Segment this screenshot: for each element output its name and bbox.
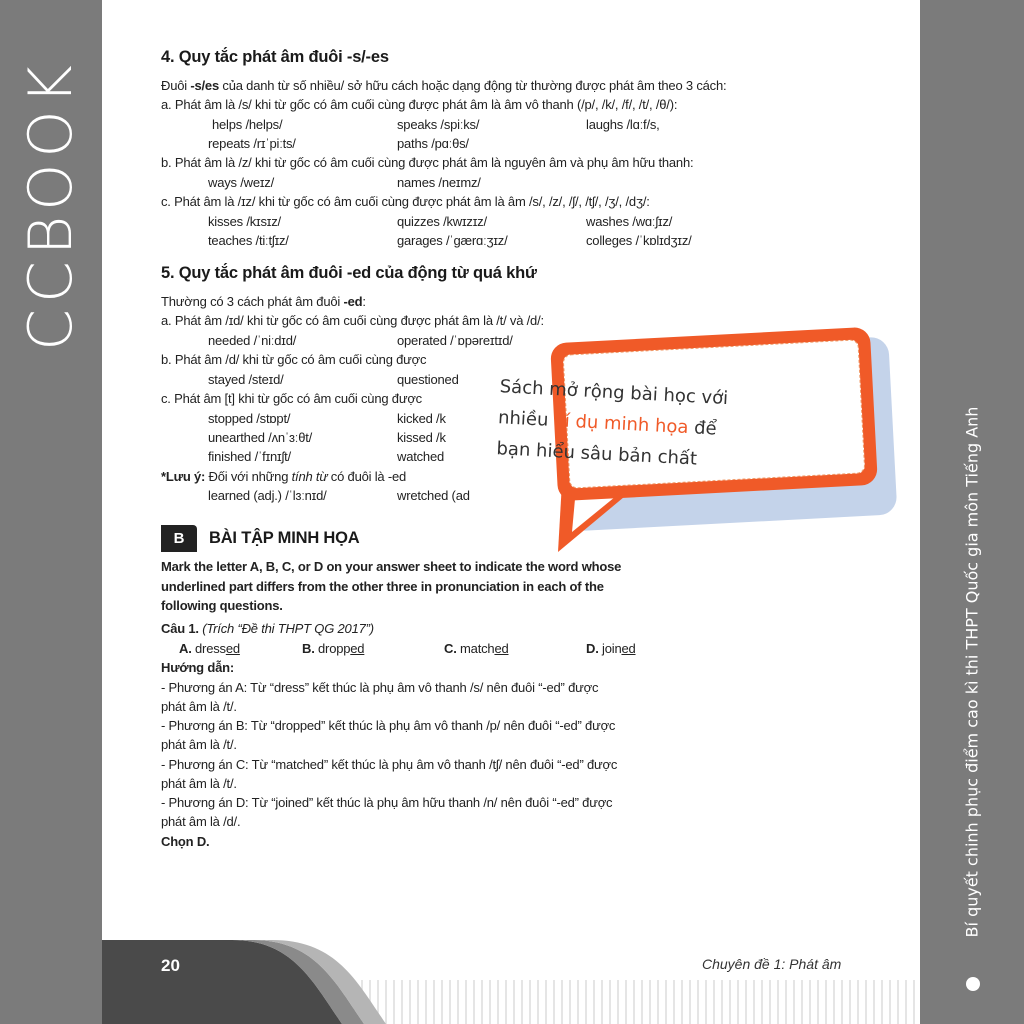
sec4-rule-a: a. Phát âm là /s/ khi từ gốc có âm cuối cùng được phát âm là âm vô thanh (/p/, /k/, /f/, /t/, /θ/):	[161, 97, 678, 112]
bullet-dot-icon	[966, 977, 980, 991]
guide-line: - Phương án B: Từ “dropped” kết thúc là phụ âm vô thanh /p/ nên đuôi “-ed” được	[161, 718, 616, 733]
example-word: repeats /rɪˈpiːts/	[208, 136, 296, 151]
sec5-rule-a: a. Phát âm /ɪd/ khi từ gốc có âm cuối cùng được phát âm là /t/ và /d/:	[161, 313, 544, 328]
sec5-rule-c: c. Phát âm [t] khi từ gốc có âm cuối cùng được	[161, 391, 422, 406]
guide-line: phát âm là /t/.	[161, 699, 237, 714]
example-word: needed /ˈniːdɪd/	[208, 333, 297, 348]
example-word: unearthed /ʌnˈɜːθt/	[208, 430, 313, 445]
sec5-note: *Lưu ý: Đối với những tính từ có đuôi là -ed	[161, 469, 407, 484]
example-word: stayed /steɪd/	[208, 372, 284, 387]
instruction-line: following questions.	[161, 598, 283, 613]
example-word: paths /pɑːθs/	[397, 136, 469, 151]
option-d: D. joined	[586, 641, 636, 656]
section-5-title: 5. Quy tắc phát âm đuôi -ed của động từ quá khứ	[161, 264, 537, 282]
section-b-badge: B	[161, 525, 197, 552]
example-word: quizzes /kwɪzɪz/	[397, 214, 487, 229]
example-word: watched	[397, 449, 445, 464]
example-word: finished /ˈfɪnɪʃt/	[208, 449, 291, 464]
sec5-intro: Thường có 3 cách phát âm đuôi -ed:	[161, 294, 366, 309]
guide-line: phát âm là /d/.	[161, 814, 241, 829]
example-word: wretched (ad	[397, 488, 470, 503]
option-b: B. dropped	[302, 641, 365, 656]
chapter-title: Chuyên đề 1: Phát âm	[702, 956, 842, 972]
example-word: speaks /spiːks/	[397, 117, 480, 132]
example-word: kicked /k	[397, 411, 446, 426]
section-b-title: BÀI TẬP MINH HỌA	[209, 529, 360, 547]
sec5-rule-b: b. Phát âm /d/ khi từ gốc có âm cuối cùng được	[161, 352, 427, 367]
footer-band	[102, 940, 920, 1024]
sec4-rule-b: b. Phát âm là /z/ khi từ gốc có âm cuối cùng được phát âm là nguyên âm và phụ âm hữu thanh:	[161, 155, 694, 170]
example-word: kissed /k	[397, 430, 446, 445]
instruction-line: Mark the letter A, B, C, or D on your answer sheet to indicate the word whose	[161, 559, 622, 574]
example-word: garages /ˈgærɑːʒɪz/	[397, 233, 508, 248]
brand-logo: CCBOOK	[16, 59, 86, 351]
callout-text: Sách mở rộng bài học với nhiều ví dụ minh họa để bạn hiểu sâu bản chất	[496, 376, 729, 470]
example-word: laughs /lɑːf/s,	[586, 117, 660, 132]
guide-line: - Phương án D: Từ “joined” kết thúc là phụ âm hữu thanh /n/ nên đuôi “-ed” được	[161, 795, 613, 810]
guide-line: phát âm là /t/.	[161, 737, 237, 752]
sec4-rule-c: c. Phát âm là /ɪz/ khi từ gốc có âm cuối cùng được phát âm là âm /s/, /z/, /ʃ/, /tʃ/, /ʒ/, /dʒ/:	[161, 194, 650, 209]
example-word: learned (adj.) /ˈlɜːnɪd/	[208, 488, 327, 503]
example-word: names /neɪmz/	[397, 175, 481, 190]
example-word: ways /weɪz/	[208, 175, 274, 190]
guide-line: - Phương án A: Từ “dress” kết thúc là phụ âm vô thanh /s/ nên đuôi “-ed” được	[161, 680, 599, 695]
example-word: stopped /stɒpt/	[208, 411, 291, 426]
answer: Chọn D.	[161, 834, 210, 849]
left-sidebar	[0, 0, 102, 1024]
section-4-title: 4. Quy tắc phát âm đuôi -s/-es	[161, 48, 389, 66]
option-a: A. dressed	[179, 641, 240, 656]
guide-heading: Hướng dẫn:	[161, 660, 234, 675]
option-c: C. matched	[444, 641, 509, 656]
question-1-header: Câu 1. (Trích “Đề thi THPT QG 2017”)	[161, 621, 374, 636]
side-caption: Bí quyết chinh phục điểm cao kì thi THPT Quốc gia môn Tiếng Anh	[962, 406, 982, 938]
example-word: questioned	[397, 372, 459, 387]
guide-line: phát âm là /t/.	[161, 776, 237, 791]
page-number: 20	[161, 956, 180, 975]
example-word: teaches /tiːtʃɪz/	[208, 233, 289, 248]
example-word: colleges /ˈkɒlɪdʒɪz/	[586, 233, 692, 248]
example-word: kisses /kɪsɪz/	[208, 214, 281, 229]
example-word: washes /wɑːʃɪz/	[586, 214, 673, 229]
example-word: helps /helps/	[212, 117, 283, 132]
instruction-line: underlined part differs from the other three in pronunciation in each of the	[161, 579, 604, 594]
example-word: operated /ˈɒpəreɪtɪd/	[397, 333, 513, 348]
book-page	[102, 0, 920, 1024]
sec4-intro: Đuôi -s/es của danh từ số nhiều/ sở hữu cách hoặc dạng động từ thường được phát âm theo 3 cách:	[161, 78, 727, 93]
guide-line: - Phương án C: Từ “matched” kết thúc là phụ âm vô thanh /tʃ/ nên đuôi “-ed” được	[161, 757, 618, 772]
